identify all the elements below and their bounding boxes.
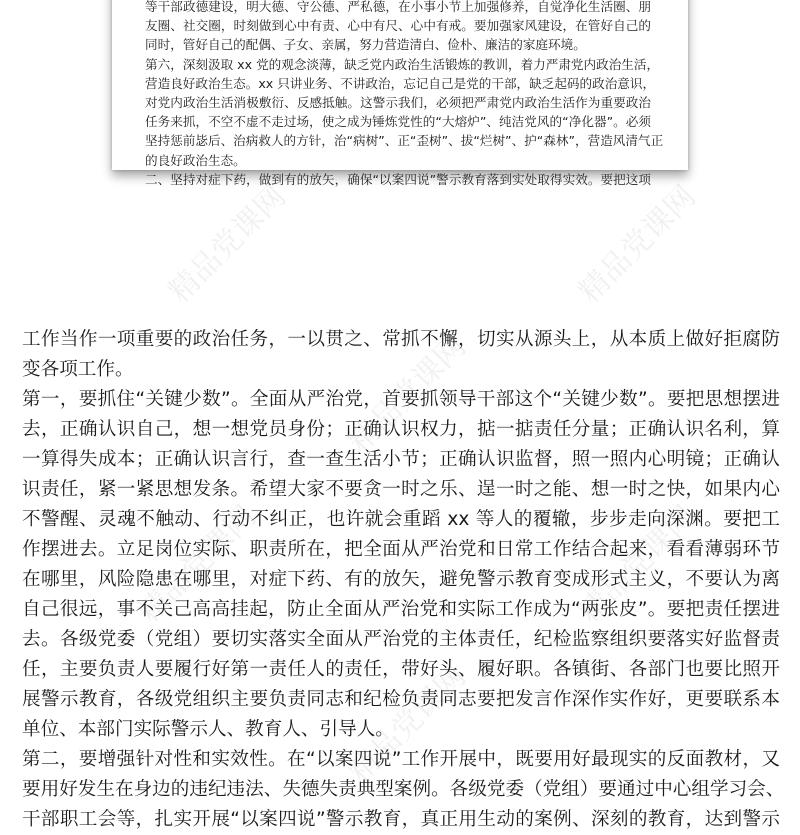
text-line: 不警醒、灵魂不触动、行动不纠正，也许就会重蹈 xx 等人的覆辙，步步走向深渊。要把工 [22,509,780,530]
text-line: 干部职工会等，扎实开展“以案四说”警示教育，真正用生动的案例、深刻的教育，达到警示 [22,809,780,830]
text-line: 在哪里，风险隐患在哪里，对症下药、有的放矢，避免警示教育变成形式主义，不要认为离 [22,569,780,590]
watermark: 精品党课网 [132,499,263,630]
watermark: 精品党课网 [572,499,703,630]
document-body-text [22,325,785,835]
watermark: 精品党课网 [572,179,703,310]
text-line: 友圈、社交圈，时刻做到心中有责、心中有尺、心中有戒。要加强家风建设，在管好自己的 [145,18,651,34]
text-line: 自己很远，事不关己高高挂起，防止全面从严治党和实际工作成为“两张皮”。要把责任摆进 [22,599,780,620]
text-line: 对党内政治生活消极敷衍、反感抵触。这警示我们，必须把严肃党内政治生活作为重要政治 [145,94,651,110]
document-preview-card [112,0,688,187]
text-line: 去。各级党委（党组）要切实落实全面从严治党的主体责任，纪检监察组织要落实好监督责 [22,629,780,650]
text-line: 坚持惩前毖后、治病救人的方针，治“病树”、正“歪树”、拔“烂树”、护“森林”，营造风清气正 [145,133,664,149]
text-line: 变各项工作。 [22,359,134,380]
text-line: 要用好发生在身边的违纪违法、失德失责典型案例。各级党委（党组）要通过中心组学习会、 [22,779,785,800]
text-line: 去，正确认识自己，想一想党员身份；正确认识权力，掂一掂责任分量；正确认识名利，算 [22,419,780,440]
text-line: 营造良好政治生态。xx 只讲业务、不讲政治，忘记自己是党的干部，缺乏起码的政治意识， [145,75,656,91]
text-line: 识责任，紧一紧思想发条。希望大家不要贪一时之乐、逞一时之能、想一时之快，如果内心 [22,479,780,500]
watermark: 精品党课网 [162,179,293,310]
text-line: 任务来抓，不空不虚不走过场，使之成为锤炼党性的“大熔炉”、纯洁党风的“净化器”。必须 [145,114,651,130]
text-line: 同时，管好自己的配偶、子女、亲属，努力营造清白、俭朴、廉洁的家庭环境。 [145,37,586,53]
text-line: 任，主要负责人要履行好第一责任人的责任，带好头、履好职。各镇街、各部门也要比照开 [22,659,780,680]
watermark: 精品党课网 [342,659,473,790]
text-line: 一算得失成本；正确认识言行，查一查生活小节；正确认识监督，照一照内心明镜；正确认 [22,449,780,470]
text-line: 工作当作一项重要的政治任务，一以贯之、常抓不懈，切实从源头上，从本质上做好拒腐防 [22,329,780,350]
text-line: 第六，深刻汲取 xx 党的观念淡薄，缺乏党内政治生活锻炼的教训，着力严肃党内政治生活， [145,56,660,72]
text-line: 二、坚持对症下药，做到有的放矢，确保“以案四说”警示教育落到实处取得实效。要把这项 [145,171,651,187]
text-line: 第一，要抓住“关键少数”。全面从严治党，首要抓领导干部这个“关键少数”。要把思想摆进 [22,389,780,410]
text-line: 单位、本部门实际警示人、教育人、引导人。 [22,719,394,740]
text-line: 等干部政德建设，明大德、守公德、严私德，在小事小节上加强修养，自觉净化生活圈、朋 [145,0,651,14]
text-line: 展警示教育，各级党组织主要负责同志和纪检负责同志要把发言作深作实作好，更要联系本 [22,689,780,710]
text-line: 作摆进去。立足岗位实际、职责所在，把全面从严治党和日常工作结合起来，看看薄弱环节 [22,539,780,560]
watermark: 精品党课网 [342,329,473,460]
text-line: 第二，要增强针对性和实效性。在“以案四说”工作开展中，既要用好最现实的反面教材，又 [22,749,780,770]
text-line: 的良好政治生态。 [145,152,246,168]
preview-text [145,0,664,189]
